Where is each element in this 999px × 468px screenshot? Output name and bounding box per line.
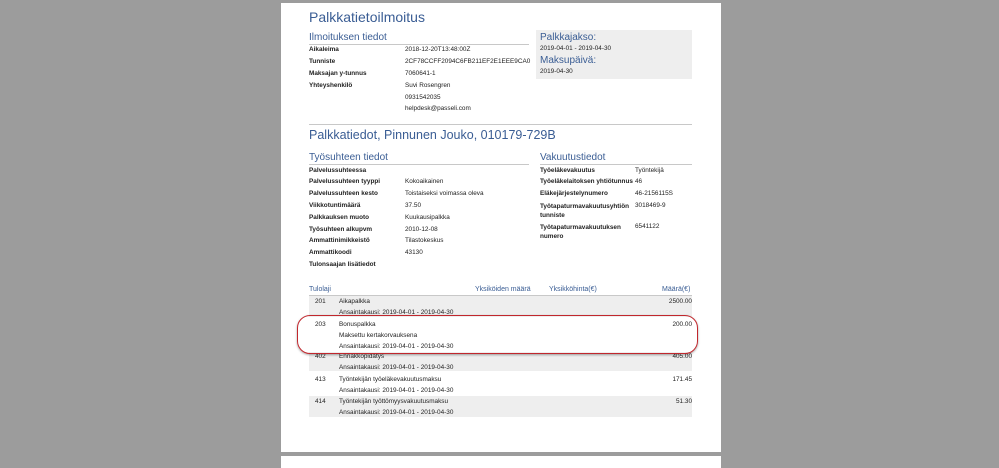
table-header-unit-price: Yksikköhinta(€) — [549, 286, 597, 293]
row-amount: 51.30 — [676, 398, 692, 405]
employment-value-start-date: 2010-12-08 — [405, 226, 438, 233]
row-code: 413 — [315, 376, 326, 383]
row-period: Ansaintakausi: 2019-04-01 - 2019-04-30 — [339, 387, 454, 394]
insurance-label-accident-number: Työtapaturmavakuutuksen numero — [540, 224, 621, 240]
row-name: Bonuspalkka — [339, 321, 376, 328]
pay-period-label: Palkkajakso: — [540, 32, 597, 43]
insurance-label-company-id: Työeläkelaitoksen yhtiötunnus — [540, 178, 633, 185]
employment-value-pay-form: Kuukausipalkka — [405, 214, 450, 221]
insurance-value-company-id: 46 — [635, 178, 643, 185]
row-amount: 200.00 — [672, 321, 692, 328]
notice-value-id: 2CF78CCFF2094C6FB211EF2E1EEE9CA0 — [405, 58, 531, 65]
row-name: Aikapalkka — [339, 298, 370, 305]
table-header-amount: Määrä(€) — [662, 286, 691, 293]
notice-value-contact-name: Suvi Rosengren — [405, 82, 451, 89]
row-note: Maksettu kertakorvauksena — [339, 332, 418, 339]
employment-value-weekly-hours: 37.50 — [405, 202, 421, 209]
row-name: Ennakkopidätys — [339, 353, 385, 360]
row-period: Ansaintakausi: 2019-04-01 - 2019-04-30 — [339, 309, 454, 316]
row-amount: 171.45 — [672, 376, 692, 383]
notice-value-business-id: 7060641-1 — [405, 70, 436, 77]
employment-divider — [309, 164, 529, 165]
employment-value-type: Kokoaikainen — [405, 178, 444, 185]
notice-divider — [309, 44, 529, 45]
row-period: Ansaintakausi: 2019-04-01 - 2019-04-30 — [339, 409, 454, 416]
insurance-value-pension: Työntekijä — [635, 167, 664, 174]
next-page-edge — [281, 456, 721, 468]
employment-label-weekly-hours: Viikkotuntimäärä — [309, 202, 361, 209]
highlight-annotation — [297, 315, 698, 354]
employment-label-occupation-system: Ammattinimikkeistö — [309, 237, 370, 244]
row-period: Ansaintakausi: 2019-04-01 - 2019-04-30 — [339, 343, 454, 350]
notice-value-contact-email: helpdesk@passeli.com — [405, 105, 471, 112]
notice-value-contact-phone: 0931542035 — [405, 94, 441, 101]
employment-label-start-date: Työsuhteen alkupvm — [309, 226, 373, 233]
pay-period-value: 2019-04-01 - 2019-04-30 — [540, 45, 612, 52]
notice-label-contact: Yhteyshenkilö — [309, 82, 353, 89]
employee-title: Palkkatiedot, Pinnunen Jouko, 010179-729B — [309, 128, 556, 142]
row-code: 402 — [315, 353, 326, 360]
insurance-value-accident-company: 3018469-9 — [635, 202, 666, 209]
row-code: 414 — [315, 398, 326, 405]
insurance-heading: Vakuutustiedot — [540, 152, 606, 163]
row-period: Ansaintakausi: 2019-04-01 - 2019-04-30 — [339, 364, 454, 371]
notice-label-id: Tunniste — [309, 58, 336, 65]
insurance-value-pension-number: 46-2156115S — [635, 190, 673, 197]
notice-value-timestamp: 2018-12-20T13:48:00Z — [405, 46, 471, 53]
section-divider — [309, 124, 692, 125]
table-header-type: Tulolaji — [309, 286, 331, 293]
insurance-label-pension-number: Eläkejärjestelynumero — [540, 190, 608, 197]
insurance-value-accident-number: 6541122 — [635, 223, 660, 230]
notice-label-timestamp: Aikaleima — [309, 46, 339, 53]
employment-label-duration: Palvelussuhteen kesto — [309, 190, 378, 197]
employment-value-occupation-system: Tilastokeskus — [405, 237, 444, 244]
row-code: 201 — [315, 298, 326, 305]
employment-label-occupation-code: Ammattikoodi — [309, 249, 352, 256]
employment-label-pay-form: Palkkauksen muoto — [309, 214, 370, 221]
pay-day-label: Maksupäivä: — [540, 55, 597, 66]
pay-day-value: 2019-04-30 — [540, 68, 573, 75]
row-name: Työntekijän työttömyysvakuutusmaksu — [339, 398, 449, 405]
insurance-label-accident-company: Työtapaturmavakuutusyhtiön tunniste — [540, 203, 630, 219]
insurance-divider — [540, 164, 692, 165]
notice-label-business-id: Maksajan y-tunnus — [309, 70, 367, 77]
notice-heading: Ilmoituksen tiedot — [309, 32, 387, 43]
employment-value-occupation-code: 43130 — [405, 249, 423, 256]
table-header-units: Yksiköiden määrä — [475, 286, 531, 293]
employment-label-additional-info: Tulonsaajan lisätiedot — [309, 261, 376, 268]
row-name: Työntekijän työeläkevakuutusmaksu — [339, 376, 442, 383]
employment-value-duration: Toistaiseksi voimassa oleva — [405, 190, 484, 197]
employment-heading: Työsuhteen tiedot — [309, 152, 388, 163]
row-amount: 405.00 — [672, 353, 692, 360]
row-code: 203 — [315, 321, 326, 328]
employment-label-type: Palvelussuhteen tyyppi — [309, 178, 381, 185]
employment-label-in-service: Palvelussuhteessa — [309, 167, 367, 174]
row-amount: 2500.00 — [668, 298, 692, 305]
insurance-label-pension: Työeläkevakuutus — [540, 167, 595, 174]
page-title: Palkkatietoilmoitus — [309, 9, 425, 25]
